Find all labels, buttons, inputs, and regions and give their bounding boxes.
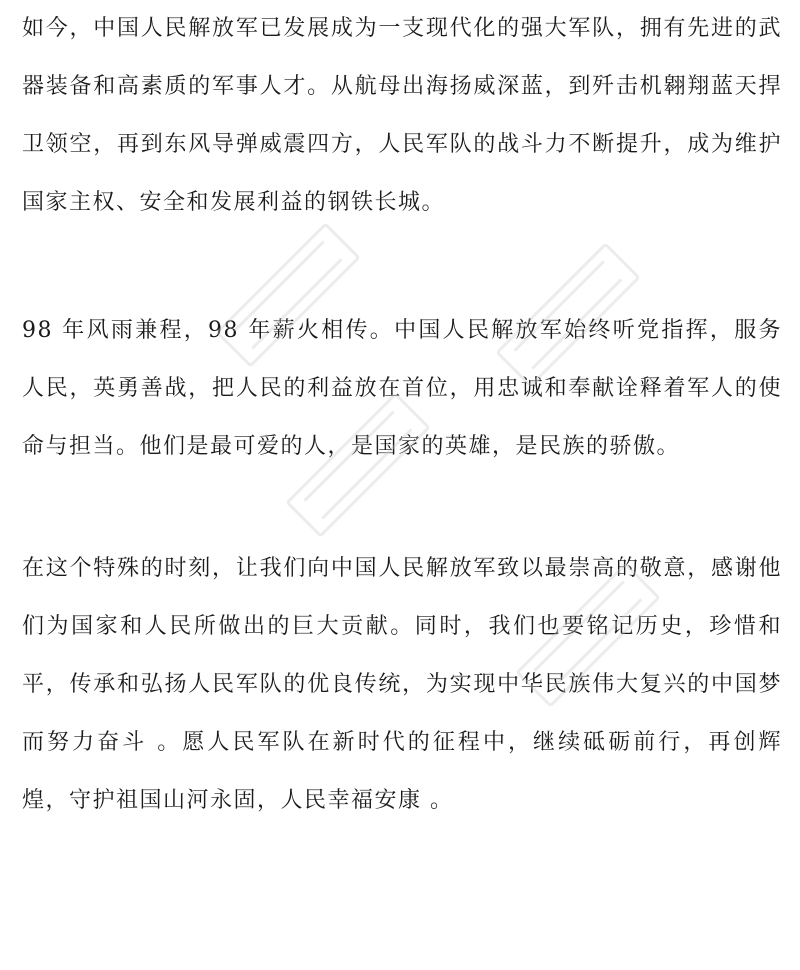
paragraph-3: 在这个特殊的时刻，让我们向中国人民解放军致以最崇高的敬意，感谢他们为国家和人民所做出的巨大贡献。同时，我们也要铭记历史，珍惜和平，传承和弘扬人民军队的优良传统，为实现中华民族伟大复兴的中国梦而努力奋斗 。愿人民军队在新时代的征程中，继续砥砺前行，再创辉煌，守护祖国山河永固，人民幸福安康 。 — [22, 556, 782, 813]
document-body — [22, 0, 782, 830]
paragraph-2: 98 年风雨兼程，98 年薪火相传。中国人民解放军始终听党指挥，服务人民，英勇善战，把人民的利益放在首位，用忠诚和奉献诠释着军人的使命与担当。他们是最可爱的人，是国家的英雄，是民族的骄傲。 — [22, 318, 782, 459]
paragraph-1: 如今，中国人民解放军已发展成为一支现代化的强大军队，拥有先进的武器装备和高素质的军事人才。从航母出海扬威深蓝，到歼击机翱翔蓝天捍卫领空，再到东风导弹威震四方，人民军队的战斗力不断提升，成为维护国家主权、安全和发展利益的钢铁长城。 — [22, 16, 782, 215]
